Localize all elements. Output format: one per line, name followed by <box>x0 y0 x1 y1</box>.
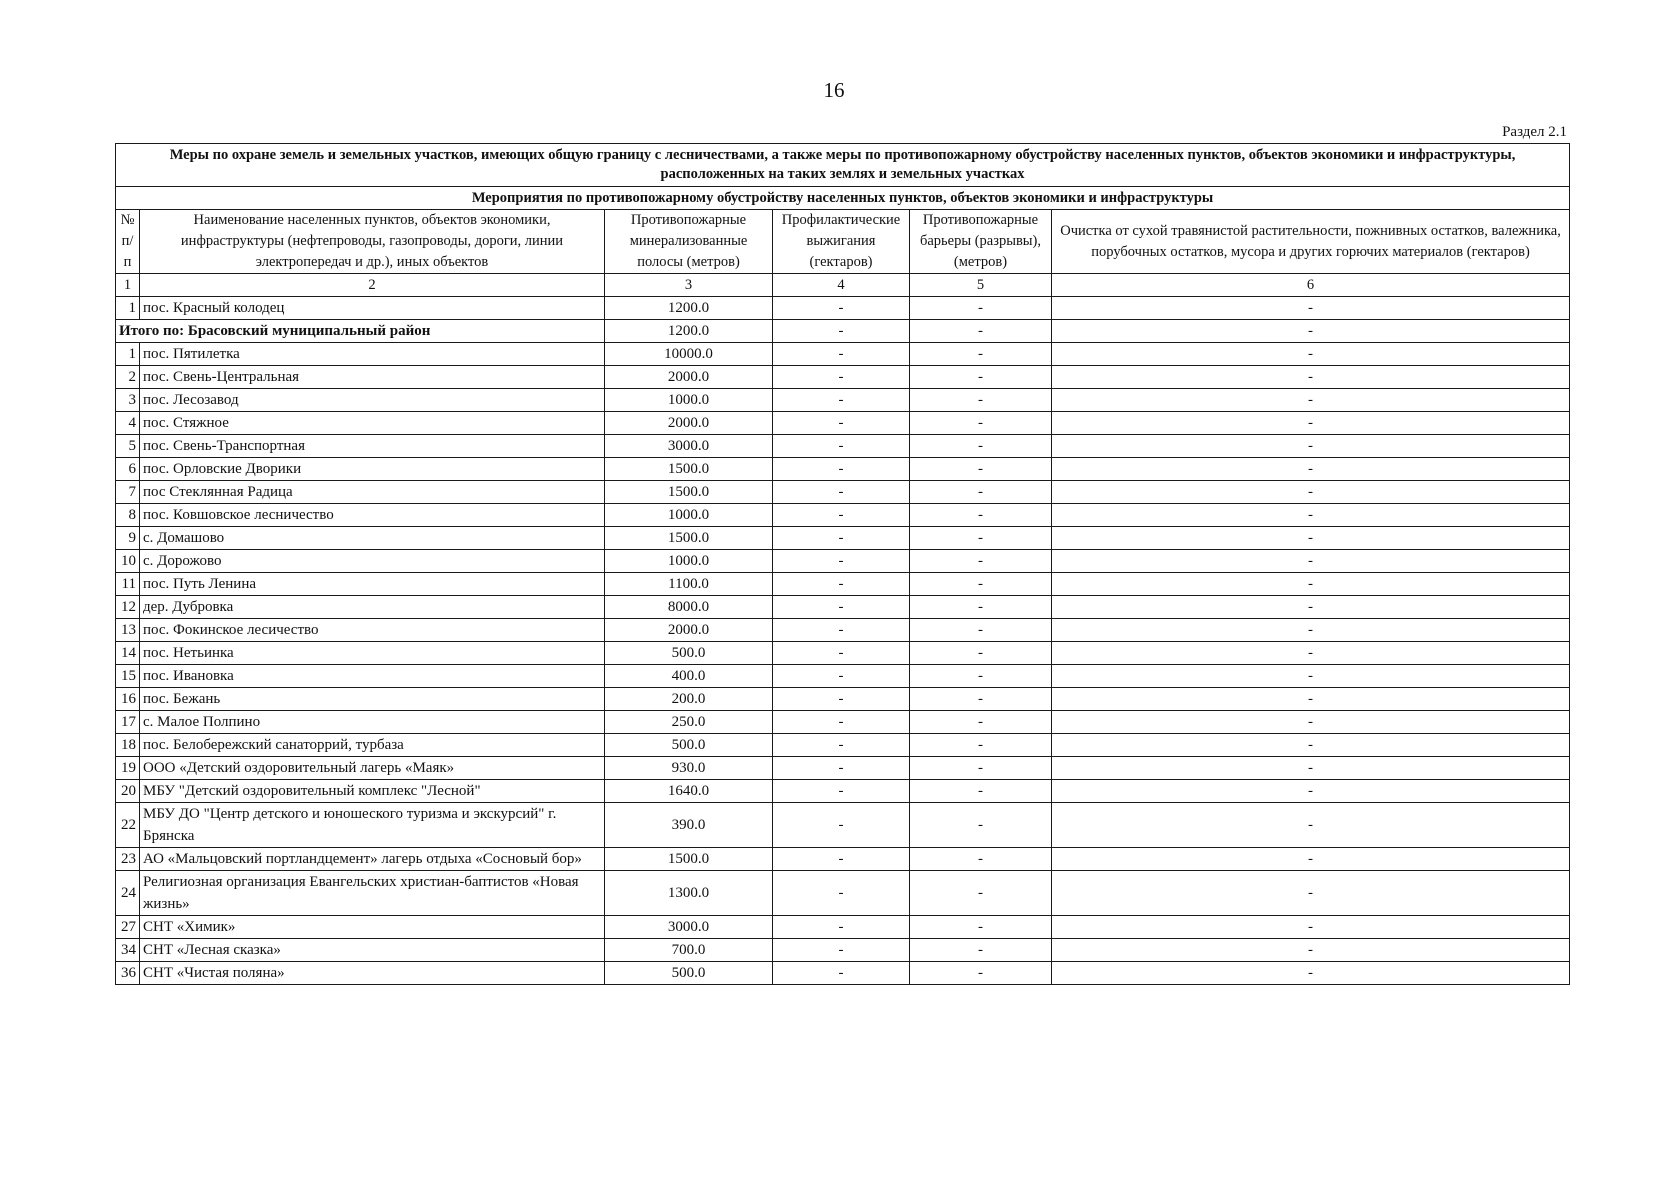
row-cleaning: - <box>1052 871 1570 916</box>
row-strips: 1300.0 <box>605 871 773 916</box>
subtitle-row <box>116 187 1570 210</box>
column-number: 1 <box>116 274 140 297</box>
row-strips: 700.0 <box>605 939 773 962</box>
row-barriers: - <box>910 573 1052 596</box>
row-cleaning: - <box>1052 848 1570 871</box>
row-name: МБУ "Детский оздоровительный комплекс "Лесной" <box>140 780 605 803</box>
row-strips: 1000.0 <box>605 504 773 527</box>
column-number: 3 <box>605 274 773 297</box>
table-subtitle: Мероприятия по противопожарному обустройству населенных пунктов, объектов экономики и инфраструктуры <box>116 187 1570 210</box>
row-strips: 2000.0 <box>605 412 773 435</box>
table-row <box>116 435 1570 458</box>
table-row <box>116 939 1570 962</box>
column-number: 4 <box>773 274 910 297</box>
row-burning: - <box>773 962 910 985</box>
row-name: пос. Пятилетка <box>140 343 605 366</box>
total-barriers: - <box>910 320 1052 343</box>
row-number: 11 <box>116 573 140 596</box>
row-number: 34 <box>116 939 140 962</box>
row-name: пос. Свень-Центральная <box>140 366 605 389</box>
row-burning: - <box>773 366 910 389</box>
section-label: Раздел 2.1 <box>1502 124 1567 140</box>
row-barriers: - <box>910 343 1052 366</box>
row-strips: 500.0 <box>605 642 773 665</box>
row-strips: 1000.0 <box>605 550 773 573</box>
row-cleaning: - <box>1052 366 1570 389</box>
row-burning: - <box>773 848 910 871</box>
total-label: Итого по: Брасовский муниципальный район <box>116 320 605 343</box>
row-name: СНТ «Лесная сказка» <box>140 939 605 962</box>
row-number: 6 <box>116 458 140 481</box>
row-burning: - <box>773 711 910 734</box>
row-cleaning: - <box>1052 642 1570 665</box>
table-row <box>116 504 1570 527</box>
row-name: пос. Ковшовское лесничество <box>140 504 605 527</box>
row-barriers: - <box>910 412 1052 435</box>
row-barriers: - <box>910 711 1052 734</box>
row-strips: 500.0 <box>605 734 773 757</box>
row-cleaning: - <box>1052 596 1570 619</box>
row-cleaning: - <box>1052 665 1570 688</box>
row-strips: 2000.0 <box>605 619 773 642</box>
row-number: 15 <box>116 665 140 688</box>
row-burning: - <box>773 803 910 848</box>
row-number: 17 <box>116 711 140 734</box>
row-burning: - <box>773 688 910 711</box>
row-name: пос. Лесозавод <box>140 389 605 412</box>
total-strips: 1200.0 <box>605 320 773 343</box>
row-name: пос. Свень-Транспортная <box>140 435 605 458</box>
row-burning: - <box>773 734 910 757</box>
row-number: 14 <box>116 642 140 665</box>
row-barriers: - <box>910 596 1052 619</box>
row-cleaning: - <box>1052 435 1570 458</box>
row-burning: - <box>773 573 910 596</box>
row-burning: - <box>773 665 910 688</box>
row-strips: 1000.0 <box>605 389 773 412</box>
table-row <box>116 688 1570 711</box>
row-name: с. Малое Полпино <box>140 711 605 734</box>
table-row <box>116 527 1570 550</box>
row-strips: 8000.0 <box>605 596 773 619</box>
page-number: 16 <box>823 78 845 102</box>
table-title: Меры по охране земель и земельных участков, имеющих общую границу с лесничествами, а также меры по противопожарному обустройству населенных пунктов, объектов экономики и инфраструктуры, расположенных на таких землях и земельных участках <box>116 144 1570 187</box>
row-strips: 1500.0 <box>605 527 773 550</box>
table-row <box>116 780 1570 803</box>
row-number: 3 <box>116 389 140 412</box>
row-number: 18 <box>116 734 140 757</box>
row-burning: - <box>773 343 910 366</box>
table-row <box>116 412 1570 435</box>
row-name: МБУ ДО "Центр детского и юношеского туризма и экскурсий" г. Брянска <box>140 803 605 848</box>
header-name: Наименование населенных пунктов, объектов экономики, инфраструктуры (нефтепроводы, газопроводы, дороги, линии электропередач и др.), иных объектов <box>140 210 605 274</box>
row-cleaning: - <box>1052 803 1570 848</box>
table-row <box>116 343 1570 366</box>
row-cleaning: - <box>1052 734 1570 757</box>
table-row <box>116 481 1570 504</box>
header-cleaning: Очистка от сухой травянистой растительности, пожнивных остатков, валежника, порубочных остатков, мусора и других горючих материалов (гектаров) <box>1052 210 1570 274</box>
row-cleaning: - <box>1052 550 1570 573</box>
row-cleaning: - <box>1052 458 1570 481</box>
fire-measures-table <box>115 143 1570 985</box>
row-burning: - <box>773 297 910 320</box>
row-barriers: - <box>910 757 1052 780</box>
row-burning: - <box>773 642 910 665</box>
row-cleaning: - <box>1052 389 1570 412</box>
row-number: 7 <box>116 481 140 504</box>
row-barriers: - <box>910 389 1052 412</box>
row-cleaning: - <box>1052 757 1570 780</box>
row-cleaning: - <box>1052 916 1570 939</box>
row-strips: 1200.0 <box>605 297 773 320</box>
table-row <box>116 757 1570 780</box>
row-burning: - <box>773 504 910 527</box>
total-burning: - <box>773 320 910 343</box>
row-barriers: - <box>910 962 1052 985</box>
row-number: 9 <box>116 527 140 550</box>
row-number: 22 <box>116 803 140 848</box>
row-cleaning: - <box>1052 481 1570 504</box>
row-barriers: - <box>910 297 1052 320</box>
row-burning: - <box>773 916 910 939</box>
row-number: 10 <box>116 550 140 573</box>
column-number: 5 <box>910 274 1052 297</box>
row-cleaning: - <box>1052 711 1570 734</box>
row-strips: 1100.0 <box>605 573 773 596</box>
row-number: 5 <box>116 435 140 458</box>
row-number: 20 <box>116 780 140 803</box>
row-name: пос. Ивановка <box>140 665 605 688</box>
row-number: 24 <box>116 871 140 916</box>
table-row <box>116 962 1570 985</box>
header-strips: Противопожарные минерализованные полосы (метров) <box>605 210 773 274</box>
table-row <box>116 916 1570 939</box>
row-name: дер. Дубровка <box>140 596 605 619</box>
row-name: Религиозная организация Евангельских христиан-баптистов «Новая жизнь» <box>140 871 605 916</box>
table-row <box>116 619 1570 642</box>
row-strips: 1500.0 <box>605 848 773 871</box>
column-number-row <box>116 274 1570 297</box>
row-strips: 1500.0 <box>605 458 773 481</box>
row-number: 23 <box>116 848 140 871</box>
row-cleaning: - <box>1052 573 1570 596</box>
row-burning: - <box>773 550 910 573</box>
row-cleaning: - <box>1052 343 1570 366</box>
row-name: с. Дорожово <box>140 550 605 573</box>
row-name: пос. Белобережский санаторрий, турбаза <box>140 734 605 757</box>
row-burning: - <box>773 527 910 550</box>
row-strips: 3000.0 <box>605 435 773 458</box>
row-barriers: - <box>910 527 1052 550</box>
row-strips: 3000.0 <box>605 916 773 939</box>
column-number: 6 <box>1052 274 1570 297</box>
table-row <box>116 734 1570 757</box>
table-row <box>116 665 1570 688</box>
row-number: 2 <box>116 366 140 389</box>
row-burning: - <box>773 412 910 435</box>
table-row <box>116 550 1570 573</box>
row-barriers: - <box>910 550 1052 573</box>
row-barriers: - <box>910 366 1052 389</box>
row-name: пос. Бежань <box>140 688 605 711</box>
row-number: 1 <box>116 297 140 320</box>
row-burning: - <box>773 780 910 803</box>
row-name: СНТ «Химик» <box>140 916 605 939</box>
header-row <box>116 210 1570 274</box>
row-burning: - <box>773 619 910 642</box>
total-cleaning: - <box>1052 320 1570 343</box>
row-barriers: - <box>910 665 1052 688</box>
row-name: пос. Орловские Дворики <box>140 458 605 481</box>
row-number: 13 <box>116 619 140 642</box>
row-burning: - <box>773 389 910 412</box>
row-burning: - <box>773 435 910 458</box>
total-row <box>116 320 1570 343</box>
row-barriers: - <box>910 803 1052 848</box>
row-barriers: - <box>910 504 1052 527</box>
row-burning: - <box>773 871 910 916</box>
row-burning: - <box>773 757 910 780</box>
row-barriers: - <box>910 780 1052 803</box>
row-cleaning: - <box>1052 527 1570 550</box>
table-row <box>116 871 1570 916</box>
row-strips: 390.0 <box>605 803 773 848</box>
header-num: № п/п <box>116 210 140 274</box>
row-name: пос. Нетьинка <box>140 642 605 665</box>
row-strips: 1500.0 <box>605 481 773 504</box>
row-number: 8 <box>116 504 140 527</box>
row-cleaning: - <box>1052 412 1570 435</box>
header-barriers: Противопожарные барьеры (разрывы), (метров) <box>910 210 1052 274</box>
table-row <box>116 803 1570 848</box>
table-row <box>116 573 1570 596</box>
row-barriers: - <box>910 619 1052 642</box>
row-name: АО «Мальцовский портландцемент» лагерь отдыха «Сосновый бор» <box>140 848 605 871</box>
row-burning: - <box>773 596 910 619</box>
row-cleaning: - <box>1052 962 1570 985</box>
table-row <box>116 711 1570 734</box>
row-barriers: - <box>910 916 1052 939</box>
row-name: пос. Стяжное <box>140 412 605 435</box>
row-strips: 1640.0 <box>605 780 773 803</box>
row-cleaning: - <box>1052 297 1570 320</box>
row-strips: 10000.0 <box>605 343 773 366</box>
row-strips: 200.0 <box>605 688 773 711</box>
row-burning: - <box>773 458 910 481</box>
row-strips: 400.0 <box>605 665 773 688</box>
row-name: пос. Фокинское лесичество <box>140 619 605 642</box>
column-number: 2 <box>140 274 605 297</box>
row-name: пос Стеклянная Радица <box>140 481 605 504</box>
row-barriers: - <box>910 481 1052 504</box>
row-barriers: - <box>910 688 1052 711</box>
row-number: 1 <box>116 343 140 366</box>
table-row <box>116 848 1570 871</box>
row-barriers: - <box>910 435 1052 458</box>
row-cleaning: - <box>1052 939 1570 962</box>
row-cleaning: - <box>1052 780 1570 803</box>
row-name: с. Домашово <box>140 527 605 550</box>
header-burning: Профилактические выжигания (гектаров) <box>773 210 910 274</box>
table-row <box>116 366 1570 389</box>
row-barriers: - <box>910 642 1052 665</box>
row-cleaning: - <box>1052 504 1570 527</box>
table-row <box>116 596 1570 619</box>
row-strips: 500.0 <box>605 962 773 985</box>
row-barriers: - <box>910 458 1052 481</box>
table-row <box>116 458 1570 481</box>
row-name: ООО «Детский оздоровительный лагерь «Маяк» <box>140 757 605 780</box>
row-barriers: - <box>910 939 1052 962</box>
table-row <box>116 389 1570 412</box>
row-burning: - <box>773 939 910 962</box>
row-number: 27 <box>116 916 140 939</box>
row-cleaning: - <box>1052 619 1570 642</box>
row-cleaning: - <box>1052 688 1570 711</box>
row-strips: 250.0 <box>605 711 773 734</box>
row-burning: - <box>773 481 910 504</box>
row-number: 19 <box>116 757 140 780</box>
table-row <box>116 297 1570 320</box>
row-strips: 930.0 <box>605 757 773 780</box>
title-row <box>116 144 1570 187</box>
row-barriers: - <box>910 848 1052 871</box>
row-name: пос. Красный колодец <box>140 297 605 320</box>
table-row <box>116 642 1570 665</box>
row-number: 12 <box>116 596 140 619</box>
row-number: 4 <box>116 412 140 435</box>
row-name: пос. Путь Ленина <box>140 573 605 596</box>
row-strips: 2000.0 <box>605 366 773 389</box>
row-number: 36 <box>116 962 140 985</box>
row-name: СНТ «Чистая поляна» <box>140 962 605 985</box>
row-barriers: - <box>910 734 1052 757</box>
row-barriers: - <box>910 871 1052 916</box>
row-number: 16 <box>116 688 140 711</box>
